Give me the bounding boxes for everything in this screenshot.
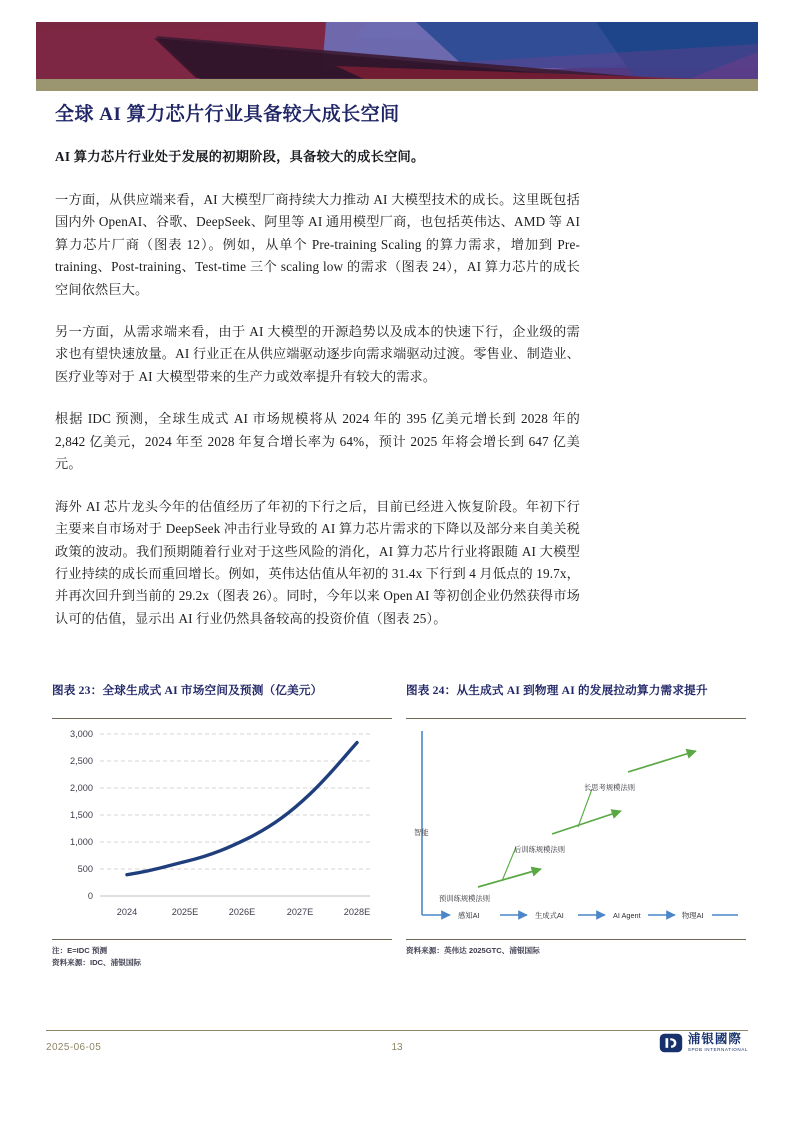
arrow-label-pretraining: 预训练规模法则 bbox=[439, 894, 491, 903]
y-axis-label: 智能 bbox=[414, 828, 429, 837]
company-logo bbox=[659, 1033, 748, 1053]
y-tick-2500: 2,500 bbox=[70, 756, 93, 766]
body-paragraph-1: 一方面，从供应端来看，AI 大模型厂商持续大力推动 AI 大模型技术的成长。这里既包括国内外 OpenAI、谷歌、DeepSeek、阿里等 AI 通用模型厂商，也包括英伟达、AMD 等 AI 算力芯片厂商（图表 12）。例如，从单个 Pre-training Scaling 的算力需求，增加到 Pre-training、Post-training、Test-time 三个 scaling low 的需求（图表 24），AI 算力芯片的成长空间依然巨大。 bbox=[55, 191, 580, 297]
arrow-label-posttraining: 后训练规模法则 bbox=[514, 845, 566, 854]
body-paragraph-4: 海外 AI 芯片龙头今年的估值经历了年初的下行之后，目前已经进入恢复阶段。年初下行主要来自市场对于 DeepSeek 冲击行业导致的 AI 算力芯片需求的下降以及部分来自美关税政策的波动。我们预期随着行业对于这些风险的消化，AI 算力芯片行业将跟随 AI 大模型行业持续的成长而重回增长。例如，英伟达估值从年初的 31.4x 下行到 4 月低点的 19.7x，并再次回升到当前的 29.2x（图表 26）。同时，今年以来 Open AI 等初创企业仍然获得市场认可的估值，显示出 AI 行业仍然具备较高的投资价值（图表 25）。 bbox=[55, 498, 580, 626]
figure-23 bbox=[52, 683, 392, 970]
figure-24-caption bbox=[406, 683, 746, 715]
y-tick-2000: 2,000 bbox=[70, 783, 93, 793]
y-tick-3000: 3,000 bbox=[70, 729, 93, 739]
body-paragraph-3: 根据 IDC 预测，全球生成式 AI 市场规模将从 2024 年的 395 亿美元增长到 2028 年的 2,842 亿美元，2024 年至 2028 年复合增长率为 64%，预计 2025 年将会增长到 647 亿美元。 bbox=[55, 411, 580, 472]
x-tick-2028E: 2028E bbox=[343, 907, 371, 917]
y-tick-1000: 1,000 bbox=[70, 837, 93, 847]
page-number: 13 bbox=[391, 1042, 403, 1053]
arrow-label-longthinking: 长思考规模法则 bbox=[584, 783, 636, 792]
figure-23-source: 资料来源：IDC、浦银国际 bbox=[52, 958, 142, 968]
series-line-generative-ai bbox=[127, 743, 357, 875]
y-tick-1500: 1,500 bbox=[70, 810, 93, 820]
figure-24-title: 从生成式 AI 到物理 AI 的发展拉动算力需求提升 bbox=[456, 684, 708, 697]
figure-24-source: 资料来源：英伟达 2025GTC、浦银国际 bbox=[406, 946, 540, 955]
growth-arrow-pretraining bbox=[478, 869, 541, 887]
footer-date: 2025-06-05 bbox=[46, 1042, 102, 1053]
logo-name-en: SPDB INTERNATIONAL bbox=[687, 1046, 748, 1052]
article-content bbox=[55, 103, 745, 650]
x-tick-2024: 2024 bbox=[116, 907, 138, 917]
stage-label-ai-agent: AI Agent bbox=[613, 911, 641, 920]
figure-24-notes bbox=[406, 940, 746, 957]
figure-23-title: 全球生成式 AI 市场空间及预测（亿美元） bbox=[102, 684, 323, 697]
figure-23-notes bbox=[52, 940, 392, 970]
figure-24 bbox=[406, 683, 746, 970]
body-paragraph-2: 另一方面，从需求端来看，由于 AI 大模型的开源趋势以及成本的快速下行，企业级的需求也有望快速放量。AI 行业正在从供应端驱动逐步向需求端驱动过渡。零售业、制造业、医疗业等对于 AI 大模型带来的生产力或效率提升有较大的需求。 bbox=[55, 324, 580, 384]
figure-24-diagram bbox=[406, 719, 746, 937]
growth-arrow-posttraining bbox=[552, 811, 621, 834]
page-footer bbox=[46, 1030, 748, 1069]
stage-label-physical-ai: 物理AI bbox=[682, 911, 704, 920]
logo-wordmark bbox=[688, 1033, 748, 1052]
figure-23-chart bbox=[52, 719, 392, 937]
y-tick-500: 500 bbox=[77, 864, 93, 874]
y-tick-0: 0 bbox=[87, 891, 93, 901]
figure-23-note: 注：E=IDC 预测 bbox=[52, 946, 108, 955]
figures-row bbox=[52, 683, 746, 970]
x-tick-2025E: 2025E bbox=[171, 907, 199, 917]
lead-paragraph: AI 算力芯片行业处于发展的初期阶段，具备较大的成长空间。 bbox=[55, 148, 425, 164]
line-chart-generative-ai-market bbox=[52, 719, 392, 937]
stage-label-generative-ai: 生成式AI bbox=[535, 911, 564, 920]
header-decorative-banner bbox=[36, 22, 758, 91]
logo-name-cn: 浦银國際 bbox=[687, 1032, 742, 1047]
banner-graphic bbox=[36, 22, 758, 91]
page-title: 全球 AI 算力芯片行业具备较大成长空间 bbox=[55, 104, 400, 125]
gridlines bbox=[100, 734, 370, 869]
stage-label-perception-ai: 感知AI bbox=[458, 911, 480, 920]
figure-23-caption bbox=[52, 683, 392, 715]
growth-arrow-longthinking bbox=[628, 751, 696, 772]
scaling-law-progression-diagram bbox=[406, 719, 746, 937]
figure-23-number: 图表 23： bbox=[52, 684, 103, 697]
x-tick-2026E: 2026E bbox=[228, 907, 256, 917]
spdb-logo-icon bbox=[659, 1033, 683, 1053]
figure-24-number: 图表 24： bbox=[406, 684, 457, 697]
x-tick-2027E: 2027E bbox=[286, 907, 314, 917]
